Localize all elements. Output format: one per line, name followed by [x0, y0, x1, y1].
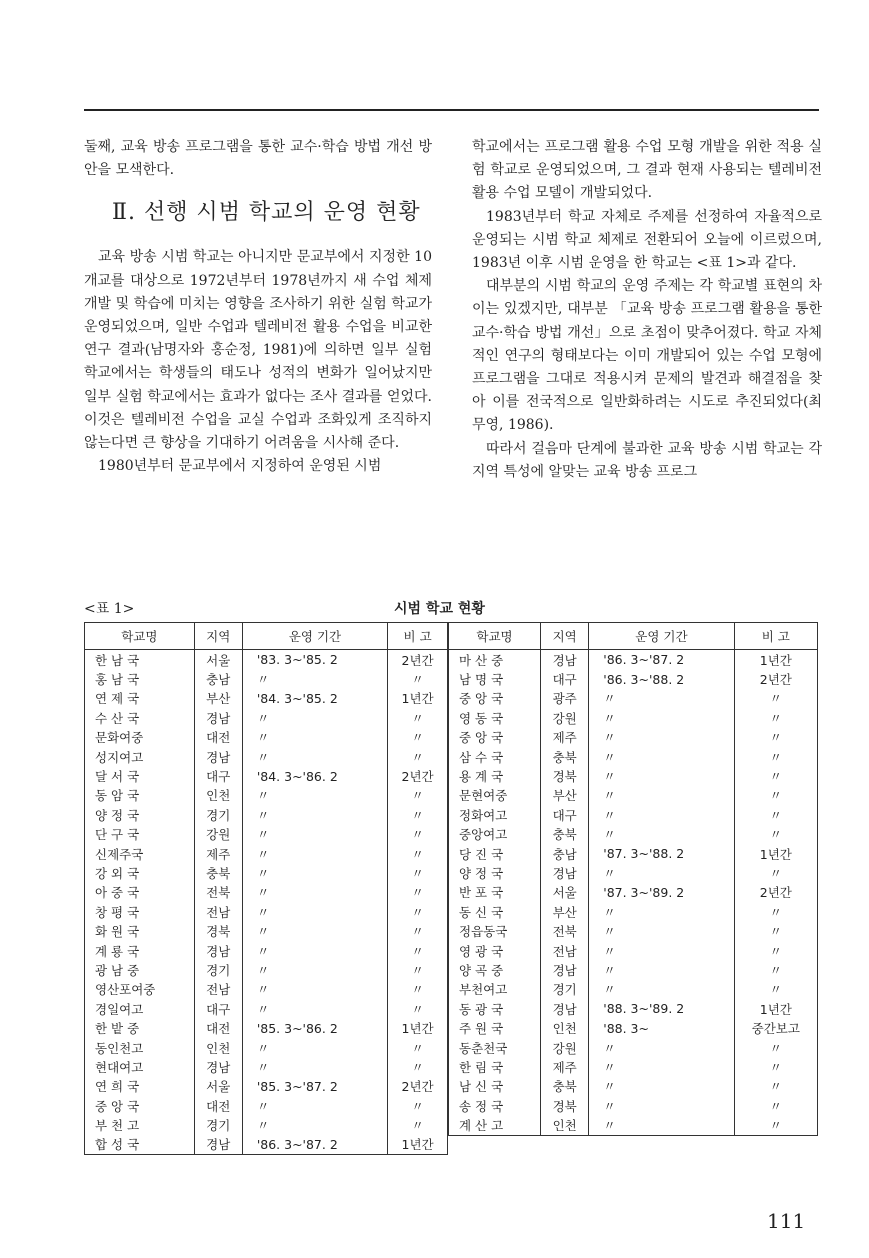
note-cell: 〃	[734, 689, 817, 708]
region-cell: 충남	[541, 844, 589, 863]
region-cell: 강원	[541, 1038, 589, 1057]
table-row	[85, 728, 448, 747]
school-name-cell: 동인천고	[85, 1038, 195, 1057]
region-cell: 제주	[194, 844, 242, 863]
table-row	[449, 1038, 818, 1057]
period-cell: '87. 3~'88. 2	[589, 844, 734, 863]
region-cell: 전남	[541, 941, 589, 960]
period-cell: 〃	[589, 747, 734, 766]
region-cell: 대구	[541, 669, 589, 688]
region-cell: 충북	[541, 747, 589, 766]
note-cell: 〃	[734, 786, 817, 805]
period-cell: '88. 3~	[589, 1018, 734, 1037]
school-name-cell: 동 광 국	[449, 999, 541, 1018]
header-note: 비 고	[734, 623, 817, 650]
table-row	[85, 980, 448, 999]
school-name-cell: 수 산 국	[85, 708, 195, 727]
period-cell: 〃	[589, 1038, 734, 1057]
note-cell: 〃	[734, 805, 817, 824]
table-row	[85, 1096, 448, 1115]
table-row	[449, 980, 818, 999]
region-cell: 대구	[194, 766, 242, 785]
note-cell: 〃	[734, 921, 817, 940]
header-note: 비 고	[388, 623, 448, 650]
note-cell: 〃	[734, 1038, 817, 1057]
period-cell: 〃	[242, 825, 387, 844]
school-name-cell: 중 앙 국	[449, 728, 541, 747]
school-name-cell: 계 산 고	[449, 1115, 541, 1135]
table-row	[85, 650, 448, 670]
period-cell: 〃	[242, 805, 387, 824]
table-row	[449, 805, 818, 824]
region-cell: 경남	[194, 708, 242, 727]
period-cell: '83. 3~'85. 2	[242, 650, 387, 670]
note-cell: 2년간	[388, 650, 448, 670]
note-cell: 1년간	[388, 689, 448, 708]
table-row	[85, 902, 448, 921]
note-cell: 〃	[734, 747, 817, 766]
table-row	[85, 1077, 448, 1096]
period-cell: 〃	[242, 786, 387, 805]
region-cell: 경북	[194, 921, 242, 940]
school-name-cell: 성지여고	[85, 747, 195, 766]
body-paragraph: 교육 방송 시범 학교는 아니지만 문교부에서 지정한 10개교를 대상으로 1972년부터 1978년까지 새 수업 체제 개발 및 학습에 미치는 영향을 조사하기 위한 실험 학교가 운영되었으며, 일반 수업과 텔레비전 활용 수업을 비교한 연구 결과(남명자와 홍순정, 1981)에 의하면 일부 실험 학교에서는 학생들의 태도나 성적의 변화가 일어났지만 일부 실험 학교에서는 효과가 없다는 조사 결과를 얻었다. 이것은 텔레비전 수업을 교실 수업과 조화있게 조직하지 않는다면 큰 향상을 기대하기 어려움을 시사해 준다.	[84, 249, 432, 452]
school-name-cell: 문화여중	[85, 728, 195, 747]
period-cell: 〃	[589, 941, 734, 960]
region-cell: 전남	[194, 980, 242, 999]
table-row	[449, 999, 818, 1018]
table-row	[449, 1096, 818, 1115]
table-row	[85, 844, 448, 863]
table-row	[85, 921, 448, 940]
region-cell: 서울	[194, 1077, 242, 1096]
school-name-cell: 중 앙 국	[449, 689, 541, 708]
school-name-cell: 창 평 국	[85, 902, 195, 921]
school-name-cell: 단 구 국	[85, 825, 195, 844]
note-cell: 〃	[388, 1115, 448, 1134]
region-cell: 인천	[541, 1018, 589, 1037]
period-cell: 〃	[589, 902, 734, 921]
table-row	[85, 786, 448, 805]
region-cell: 경기	[541, 980, 589, 999]
table-row	[449, 863, 818, 882]
table-row	[449, 747, 818, 766]
school-name-cell: 중앙여고	[449, 825, 541, 844]
table-row	[85, 708, 448, 727]
region-cell: 경북	[541, 766, 589, 785]
period-cell: 〃	[589, 1115, 734, 1135]
region-cell: 부산	[541, 902, 589, 921]
header-period: 운영 기간	[242, 623, 387, 650]
region-cell: 강원	[541, 708, 589, 727]
school-name-cell: 한 밭 중	[85, 1018, 195, 1037]
school-name-cell: 연 희 국	[85, 1077, 195, 1096]
right-column	[472, 136, 822, 484]
table-row	[85, 689, 448, 708]
body-paragraph: 1980년부터 문교부에서 지정하여 운영된 시범	[98, 458, 382, 475]
table-row	[85, 1038, 448, 1057]
region-cell: 제주	[541, 728, 589, 747]
region-cell: 경남	[541, 960, 589, 979]
note-cell: 〃	[734, 863, 817, 882]
table-row	[85, 1115, 448, 1134]
table-left-half	[84, 622, 448, 1155]
school-name-cell: 중 앙 국	[85, 1096, 195, 1115]
school-name-cell: 한 남 국	[85, 650, 195, 670]
school-name-cell: 삼 수 국	[449, 747, 541, 766]
region-cell: 전남	[194, 902, 242, 921]
period-cell: 〃	[242, 669, 387, 688]
note-cell: 〃	[388, 1038, 448, 1057]
region-cell: 전북	[541, 921, 589, 940]
school-name-cell: 양 정 국	[85, 805, 195, 824]
region-cell: 충북	[194, 863, 242, 882]
table-right-half	[448, 622, 818, 1136]
period-cell: '88. 3~'89. 2	[589, 999, 734, 1018]
period-cell: 〃	[589, 786, 734, 805]
table-row	[449, 766, 818, 785]
school-name-cell: 광 남 중	[85, 960, 195, 979]
period-cell: 〃	[242, 1115, 387, 1134]
header-region: 지역	[541, 623, 589, 650]
note-cell: 〃	[734, 980, 817, 999]
school-name-cell: 강 외 국	[85, 863, 195, 882]
table-row	[449, 902, 818, 921]
region-cell: 인천	[194, 786, 242, 805]
table-row	[85, 883, 448, 902]
period-cell: 〃	[589, 1057, 734, 1076]
table-row	[85, 999, 448, 1018]
period-cell: 〃	[589, 766, 734, 785]
region-cell: 대전	[194, 728, 242, 747]
table-row	[85, 805, 448, 824]
period-cell: '84. 3~'85. 2	[242, 689, 387, 708]
table-row	[449, 708, 818, 727]
header-region: 지역	[194, 623, 242, 650]
table-row	[449, 669, 818, 688]
region-cell: 제주	[541, 1057, 589, 1076]
region-cell: 인천	[194, 1038, 242, 1057]
table-row	[85, 863, 448, 882]
table-row	[449, 786, 818, 805]
note-cell: 〃	[734, 941, 817, 960]
region-cell: 경남	[194, 941, 242, 960]
school-name-cell: 반 포 국	[449, 883, 541, 902]
note-cell: 〃	[388, 980, 448, 999]
school-name-cell: 남 신 국	[449, 1077, 541, 1096]
region-cell: 서울	[541, 883, 589, 902]
note-cell: 〃	[734, 902, 817, 921]
table-row	[85, 960, 448, 979]
table-row	[449, 1115, 818, 1135]
period-cell: '84. 3~'86. 2	[242, 766, 387, 785]
period-cell: 〃	[589, 689, 734, 708]
table-row	[449, 921, 818, 940]
table-label: <표 1>	[84, 601, 135, 617]
table-row	[449, 960, 818, 979]
period-cell: 〃	[589, 1077, 734, 1096]
table-row	[449, 825, 818, 844]
period-cell: 〃	[589, 728, 734, 747]
region-cell: 경기	[194, 960, 242, 979]
note-cell: 〃	[734, 1096, 817, 1115]
region-cell: 충북	[541, 1077, 589, 1096]
school-name-cell: 홍 남 국	[85, 669, 195, 688]
header-school: 학교명	[449, 623, 541, 650]
region-cell: 경북	[541, 1096, 589, 1115]
note-cell: 〃	[388, 941, 448, 960]
note-cell: 〃	[388, 669, 448, 688]
period-cell: 〃	[589, 1096, 734, 1115]
table-row	[85, 766, 448, 785]
table-row	[449, 728, 818, 747]
note-cell: 〃	[388, 960, 448, 979]
table-row	[449, 650, 818, 670]
page-number: 111	[767, 1209, 806, 1233]
table-row	[449, 1077, 818, 1096]
table-title: 시범 학교 현황	[394, 601, 485, 617]
period-cell: 〃	[589, 805, 734, 824]
note-cell: 1년간	[734, 650, 817, 670]
region-cell: 부산	[194, 689, 242, 708]
section-heading: Ⅱ. 선행 시범 학교의 운영 현황	[112, 200, 421, 226]
left-column	[84, 136, 432, 478]
region-cell: 인천	[541, 1115, 589, 1135]
region-cell: 경남	[194, 1135, 242, 1155]
note-cell: 〃	[388, 1057, 448, 1076]
note-cell: 〃	[388, 747, 448, 766]
region-cell: 서울	[194, 650, 242, 670]
table-row	[85, 1057, 448, 1076]
region-cell: 충남	[194, 669, 242, 688]
region-cell: 강원	[194, 825, 242, 844]
period-cell: 〃	[589, 825, 734, 844]
period-cell: 〃	[242, 1038, 387, 1057]
region-cell: 경남	[541, 863, 589, 882]
period-cell: 〃	[589, 960, 734, 979]
school-name-cell: 동 신 국	[449, 902, 541, 921]
note-cell: 〃	[388, 844, 448, 863]
period-cell: 〃	[242, 1057, 387, 1076]
school-name-cell: 계 룡 국	[85, 941, 195, 960]
school-name-cell: 당 진 국	[449, 844, 541, 863]
note-cell: 1년간	[388, 1018, 448, 1037]
period-cell: 〃	[242, 902, 387, 921]
note-cell: 〃	[734, 766, 817, 785]
note-cell: 2년간	[388, 766, 448, 785]
note-cell: 〃	[388, 805, 448, 824]
table-row	[85, 669, 448, 688]
region-cell: 경남	[541, 650, 589, 670]
note-cell: 〃	[734, 1115, 817, 1135]
school-name-cell: 주 원 국	[449, 1018, 541, 1037]
table-row	[449, 1057, 818, 1076]
school-name-cell: 문현여중	[449, 786, 541, 805]
note-cell: 1년간	[734, 999, 817, 1018]
table-row	[85, 825, 448, 844]
table-row	[449, 883, 818, 902]
header-period: 운영 기간	[589, 623, 734, 650]
period-cell: 〃	[242, 863, 387, 882]
note-cell: 1년간	[734, 844, 817, 863]
note-cell: 〃	[734, 1057, 817, 1076]
region-cell: 충북	[541, 825, 589, 844]
period-cell: 〃	[589, 921, 734, 940]
note-cell: 2년간	[734, 669, 817, 688]
note-cell: 〃	[734, 1077, 817, 1096]
table-row	[85, 1018, 448, 1037]
period-cell: 〃	[242, 883, 387, 902]
note-cell: 1년간	[388, 1135, 448, 1155]
note-cell: 〃	[388, 902, 448, 921]
region-cell: 대구	[194, 999, 242, 1018]
table-row	[449, 844, 818, 863]
period-cell: 〃	[242, 921, 387, 940]
note-cell: 〃	[734, 708, 817, 727]
school-name-cell: 양 곡 중	[449, 960, 541, 979]
note-cell: 〃	[734, 960, 817, 979]
period-cell: 〃	[589, 863, 734, 882]
region-cell: 경남	[194, 747, 242, 766]
intro-paragraph: 둘째, 교육 방송 프로그램을 통한 교수·학습 방법 개선 방안을 모색한다.	[84, 139, 432, 179]
period-cell: '86. 3~'88. 2	[589, 669, 734, 688]
period-cell: '86. 3~'87. 2	[242, 1135, 387, 1155]
school-name-cell: 동춘천국	[449, 1038, 541, 1057]
school-name-cell: 남 명 국	[449, 669, 541, 688]
region-cell: 경남	[541, 999, 589, 1018]
note-cell: 2년간	[734, 883, 817, 902]
table-row	[85, 941, 448, 960]
school-name-cell: 연 제 국	[85, 689, 195, 708]
school-name-cell: 화 원 국	[85, 921, 195, 940]
school-name-cell: 용 계 국	[449, 766, 541, 785]
header-rule	[84, 109, 819, 111]
school-name-cell: 부천여고	[449, 980, 541, 999]
body-paragraph: 따라서 걸음마 단계에 불과한 교육 방송 시범 학교는 각 지역 특성에 알맞는 교육 방송 프로그	[472, 440, 822, 480]
school-name-cell: 송 정 국	[449, 1096, 541, 1115]
table-row	[449, 689, 818, 708]
note-cell: 〃	[388, 883, 448, 902]
note-cell: 〃	[388, 999, 448, 1018]
school-name-cell: 아 중 국	[85, 883, 195, 902]
region-cell: 전북	[194, 883, 242, 902]
period-cell: '87. 3~'89. 2	[589, 883, 734, 902]
period-cell: 〃	[589, 980, 734, 999]
note-cell: 〃	[388, 921, 448, 940]
period-cell: 〃	[242, 728, 387, 747]
note-cell: 〃	[388, 825, 448, 844]
note-cell: 〃	[734, 825, 817, 844]
region-cell: 대구	[541, 805, 589, 824]
school-name-cell: 한 림 국	[449, 1057, 541, 1076]
note-cell: 중간보고	[734, 1018, 817, 1037]
note-cell: 2년간	[388, 1077, 448, 1096]
region-cell: 광주	[541, 689, 589, 708]
table-row	[85, 1135, 448, 1155]
school-name-cell: 정화여고	[449, 805, 541, 824]
note-cell: 〃	[388, 708, 448, 727]
school-name-cell: 영산포여중	[85, 980, 195, 999]
school-name-cell: 동 암 국	[85, 786, 195, 805]
region-cell: 경기	[194, 1115, 242, 1134]
note-cell: 〃	[388, 1096, 448, 1115]
period-cell: 〃	[589, 708, 734, 727]
school-name-cell: 마 산 중	[449, 650, 541, 670]
school-name-cell: 현대여고	[85, 1057, 195, 1076]
school-name-cell: 달 서 국	[85, 766, 195, 785]
period-cell: 〃	[242, 960, 387, 979]
school-name-cell: 양 정 국	[449, 863, 541, 882]
table-row	[449, 941, 818, 960]
period-cell: 〃	[242, 844, 387, 863]
school-name-cell: 정읍동국	[449, 921, 541, 940]
note-cell: 〃	[388, 786, 448, 805]
school-name-cell: 영 광 국	[449, 941, 541, 960]
table-row	[449, 1018, 818, 1037]
region-cell: 대전	[194, 1096, 242, 1115]
school-name-cell: 부 천 고	[85, 1115, 195, 1134]
region-cell: 대전	[194, 1018, 242, 1037]
body-paragraph: 대부분의 시범 학교의 운영 주제는 각 학교별 표현의 차이는 있겠지만, 대부분 「교육 방송 프로그램 활용을 통한 교수·학습 방법 개선」으로 초점이 맞추어졌다. 학교 자체적인 연구의 형태보다는 이미 개발되어 있는 수업 모형에 프로그램을 그대로 적용시켜 문제의 발견과 해결점을 찾아 이를 전국적으로 일반화하려는 시도로 추진되었다(최무영, 1986).	[472, 278, 822, 434]
body-paragraph: 1983년부터 학교 자체로 주제를 선정하여 자율적으로 운영되는 시범 학교 체제로 전환되어 오늘에 이르렀으며, 1983년 이후 시범 운영을 한 학교는 <표 1>과 같다.	[472, 208, 822, 272]
note-cell: 〃	[388, 728, 448, 747]
table-row	[85, 747, 448, 766]
header-school: 학교명	[85, 623, 195, 650]
period-cell: 〃	[242, 708, 387, 727]
region-cell: 경남	[194, 1057, 242, 1076]
period-cell: 〃	[242, 999, 387, 1018]
period-cell: 〃	[242, 980, 387, 999]
body-paragraph: 학교에서는 프로그램 활용 수업 모형 개발을 위한 적용 실험 학교로 운영되었으며, 그 결과 현재 사용되는 텔레비전 활용 수업 모델이 개발되었다.	[472, 139, 822, 202]
period-cell: 〃	[242, 1096, 387, 1115]
period-cell: '85. 3~'87. 2	[242, 1077, 387, 1096]
region-cell: 부산	[541, 786, 589, 805]
period-cell: 〃	[242, 941, 387, 960]
school-name-cell: 신제주국	[85, 844, 195, 863]
period-cell: '86. 3~'87. 2	[589, 650, 734, 670]
school-name-cell: 경일여고	[85, 999, 195, 1018]
school-name-cell: 영 동 국	[449, 708, 541, 727]
region-cell: 경기	[194, 805, 242, 824]
period-cell: 〃	[242, 747, 387, 766]
note-cell: 〃	[734, 728, 817, 747]
note-cell: 〃	[388, 863, 448, 882]
school-name-cell: 합 성 국	[85, 1135, 195, 1155]
period-cell: '85. 3~'86. 2	[242, 1018, 387, 1037]
